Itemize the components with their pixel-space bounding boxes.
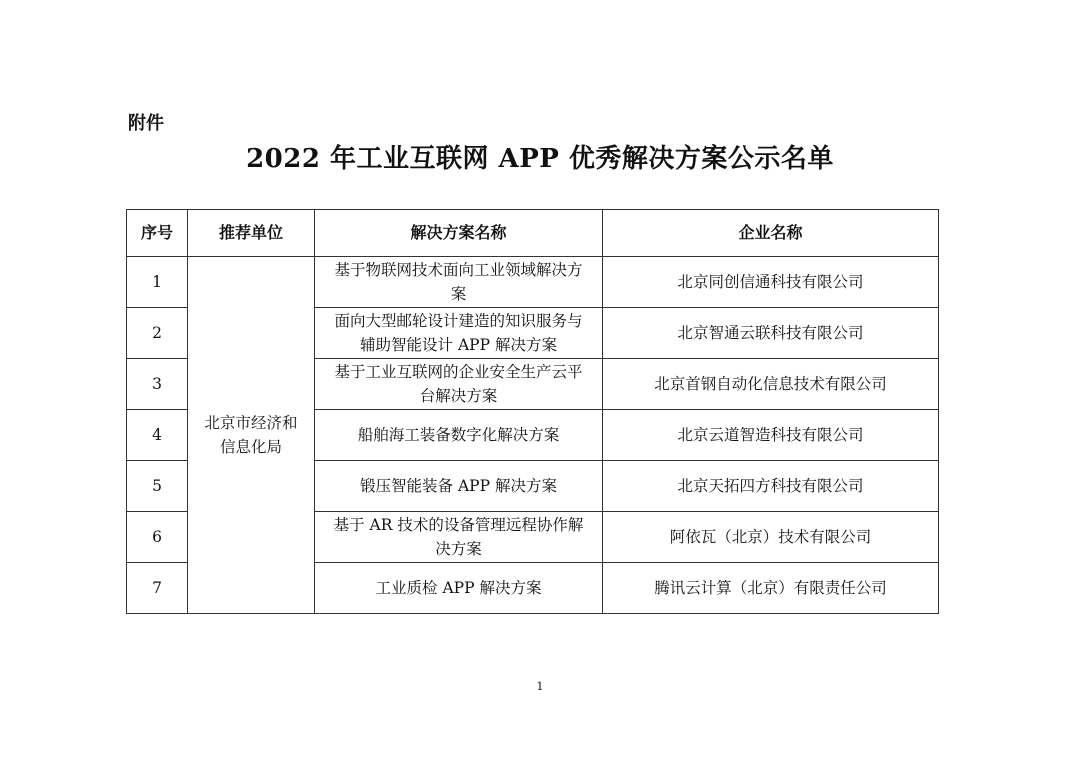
solution-name-text: 基于物联网技术面向工业领域解决方案 [334, 261, 583, 303]
solution-name-text: 基于工业互联网的企业安全生产云平台解决方案 [334, 363, 583, 405]
enterprise-name: 阿依瓦（北京）技术有限公司 [603, 512, 939, 563]
row-number: 4 [127, 410, 188, 461]
row-number: 2 [127, 308, 188, 359]
header-unit: 推荐单位 [188, 210, 315, 257]
solution-name [315, 563, 603, 614]
solution-name [315, 410, 603, 461]
table-row [127, 257, 939, 308]
enterprise-name: 北京云道智造科技有限公司 [603, 410, 939, 461]
solution-name [315, 257, 603, 308]
row-number: 3 [127, 359, 188, 410]
solution-name-text: 船舶海工装备数字化解决方案 [357, 426, 560, 444]
enterprise-name: 腾讯云计算（北京）有限责任公司 [603, 563, 939, 614]
header-enterprise: 企业名称 [603, 210, 939, 257]
solution-name [315, 461, 603, 512]
header-solution: 解决方案名称 [315, 210, 603, 257]
solution-name-text: 锻压智能装备 APP 解决方案 [360, 477, 557, 495]
solution-name [315, 308, 603, 359]
table-header-row [127, 210, 939, 257]
announcement-table [126, 209, 939, 614]
row-number: 7 [127, 563, 188, 614]
enterprise-name: 北京智通云联科技有限公司 [603, 308, 939, 359]
solution-name-text: 基于 AR 技术的设备管理远程协作解决方案 [333, 516, 584, 558]
enterprise-name: 北京同创信通科技有限公司 [603, 257, 939, 308]
recommending-unit-text: 北京市经济和信息化局 [204, 414, 298, 456]
solution-name-text: 工业质检 APP 解决方案 [375, 579, 542, 597]
page-number: 1 [536, 680, 544, 693]
solution-name [315, 359, 603, 410]
attachment-label: 附件 [128, 113, 164, 134]
enterprise-name: 北京首钢自动化信息技术有限公司 [603, 359, 939, 410]
document-title: 2022 年工业互联网 APP 优秀解决方案公示名单 [246, 144, 834, 174]
row-number: 6 [127, 512, 188, 563]
recommending-unit [188, 257, 315, 614]
row-number: 1 [127, 257, 188, 308]
solution-name [315, 512, 603, 563]
header-no: 序号 [127, 210, 188, 257]
row-number: 5 [127, 461, 188, 512]
solution-name-text: 面向大型邮轮设计建造的知识服务与辅助智能设计 APP 解决方案 [334, 312, 583, 354]
enterprise-name: 北京天拓四方科技有限公司 [603, 461, 939, 512]
